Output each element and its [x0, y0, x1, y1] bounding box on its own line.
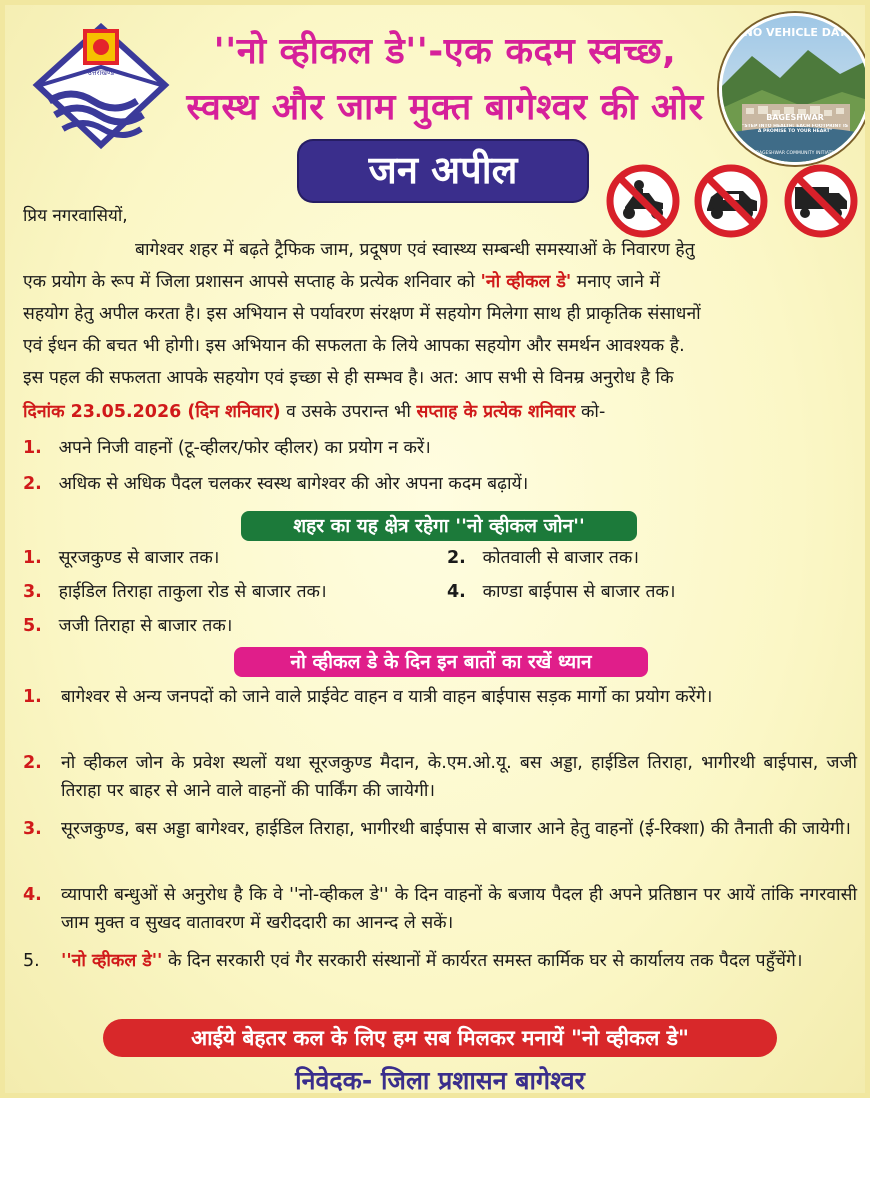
date-highlight: दिनांक 23.05.2026 (दिन शनिवार)	[23, 402, 281, 422]
footer-slogan: आईये बेहतर कल के लिए हम सब मिलकर मनायें "नो व्हीकल डे"	[103, 1019, 777, 1057]
note-number: 1.	[23, 687, 42, 707]
date-mid: व उसके उपरान्त भी	[286, 402, 411, 422]
badge-place: BAGESHWAR	[766, 113, 824, 122]
note-number: 5.	[23, 951, 40, 971]
para-line-2-start: एक प्रयोग के रूप में जिला प्रशासन आपसे सप्ताह के प्रत्येक शनिवार को	[23, 272, 475, 292]
no-vehicle-day-highlight: ''नो व्हीकल डे''	[61, 951, 163, 971]
note-text	[61, 947, 857, 975]
note-item	[23, 683, 857, 711]
note-text: व्यापारी बन्धुओं से अनुरोध है कि वे ''नो-व्हीकल डे'' के दिन वाहनों के बजाय पैदल ही अपने प्रतिष्ठान पर आयें तांकि नगरवासी जाम मुक्त व सुखद वातावरण में खरीददारी का आनन्द ले सकें।	[61, 885, 857, 933]
note-item	[23, 815, 857, 843]
para-line-5: इस पहल की सफलता आपके सहयोग एवं इच्छा से ही सम्भव है। अत: आप सभी से विनम्र अनुरोध है कि	[23, 368, 674, 388]
zone-text: काण्डा बाईपास से बाजार तक।	[482, 582, 676, 602]
bottom-blank-area	[0, 1098, 870, 1182]
badge-bottom-text: A BAGESHWAR COMMUNITY INITIATIVE	[751, 151, 839, 156]
appeal-banner: जन अपील	[299, 141, 587, 201]
zone-text: कोतवाली से बाजार तक।	[482, 548, 639, 568]
request-text: अपने निजी वाहनों (टू-व्हीलर/फोर व्हीलर) का प्रयोग न करें।	[58, 438, 431, 458]
zone-item	[23, 613, 232, 637]
notes-heading: नो व्हीकल डे के दिन इन बातों का रखें ध्यान	[234, 647, 648, 677]
para-line-4: एवं ईधन की बचत भी होगी। इस अभियान की सफलता के लिये आपका सहयोग और समर्थन आवश्यक है.	[23, 336, 685, 356]
note-item	[23, 749, 857, 805]
zone-number: 2.	[447, 548, 466, 568]
request-item	[23, 435, 431, 459]
note-text: सूरजकुण्ड, बस अड्डा बागेश्वर, हाईडिल तिराहा, भागीरथी बाईपास से बाजार आने हेतु वाहनों (ई-रिक्शा) की तैनाती की जायेगी।	[61, 819, 851, 839]
note-text: नो व्हीकल जोन के प्रवेश स्थलों यथा सूरजकुण्ड मैदान, के.एम.ओ.यू. बस अड्डा, हाईडिल तिराहा, भागीरथी बाईपास, जजी तिराहा पर बाहर से आने वाले वाहनों की पार्किंग की जायेगी।	[61, 753, 857, 801]
uttarakhand-logo	[27, 23, 175, 155]
signature: निवेदक- जिला प्रशासन बागेश्वर	[295, 1066, 585, 1095]
request-text: अधिक से अधिक पैदल चलकर स्वस्थ बागेश्वर की ओर अपना कदम बढ़ायें।	[58, 474, 529, 494]
note-item	[23, 881, 857, 937]
request-number: 2.	[23, 474, 42, 494]
note-text: बागेश्वर से अन्य जनपदों को जाने वाले प्राईवेट वाहन व यात्री वाहन बाईपास सड़क मार्गो का प्रयोग करेंगे।	[61, 687, 713, 707]
note-item	[23, 947, 857, 975]
saturday-highlight: सप्ताह के प्रत्येक शनिवार	[416, 402, 576, 422]
zone-item	[447, 545, 639, 569]
request-number: 1.	[23, 438, 42, 458]
zone-number: 3.	[23, 582, 42, 602]
badge-quote: "STEP INTO HEALTH: EACH FOOTPRINT IS A PROMISE TO YOUR HEART"	[741, 124, 849, 135]
no-vehicle-day-badge	[719, 13, 870, 165]
zone-item	[447, 579, 676, 603]
title-line-1: ''नो व्हीकल डे''-एक कदम स्वच्छ,	[213, 31, 677, 72]
note-number: 4.	[23, 885, 42, 905]
no-vehicle-day-highlight: 'नो व्हीकल डे'	[480, 272, 572, 292]
note-5-text: के दिन सरकारी एवं गैर सरकारी संस्थानों में कार्यरत समस्त कार्मिक घर से कार्यालय तक पैदल पहुँचेंगे।	[168, 951, 803, 971]
logo-text: उत्तराखण्ड	[87, 69, 115, 77]
zone-item	[23, 545, 219, 569]
zone-text: हाईडिल तिराहा ताकुला रोड से बाजार तक।	[58, 582, 327, 602]
date-end: को-	[580, 402, 606, 422]
badge-top-text: NO VEHICLE DAY	[743, 26, 847, 39]
zone-number: 4.	[447, 582, 466, 602]
request-item	[23, 471, 528, 495]
date-line	[23, 399, 605, 423]
no-vehicle-zone-heading: शहर का यह क्षेत्र रहेगा ''नो व्हीकल जोन''	[241, 511, 637, 541]
para-line-3: सहयोग हेतु अपील करता है। इस अभियान से पर्यावरण संरक्षण में सहयोग मिलेगा साथ ही प्राकृतिक संसाधनों	[23, 304, 701, 324]
title-line-2: स्वस्थ और जाम मुक्त बागेश्वर की ओर	[186, 87, 704, 128]
zone-number: 5.	[23, 616, 42, 636]
zone-text: जजी तिराहा से बाजार तक।	[58, 616, 233, 636]
para-line-2	[23, 269, 660, 293]
zone-item	[23, 579, 327, 603]
note-number: 3.	[23, 819, 42, 839]
salutation: प्रिय नगरवासियों,	[23, 206, 128, 226]
zone-text: सूरजकुण्ड से बाजार तक।	[58, 548, 220, 568]
para-line-1: बागेश्वर शहर में बढ़ते ट्रैफिक जाम, प्रदूषण एवं स्वास्थ्य सम्बन्धी समस्याओं के निवारण हेतु	[135, 240, 695, 260]
note-number: 2.	[23, 753, 42, 773]
zone-number: 1.	[23, 548, 42, 568]
para-line-2-end: मनाए जाने में	[576, 272, 661, 292]
